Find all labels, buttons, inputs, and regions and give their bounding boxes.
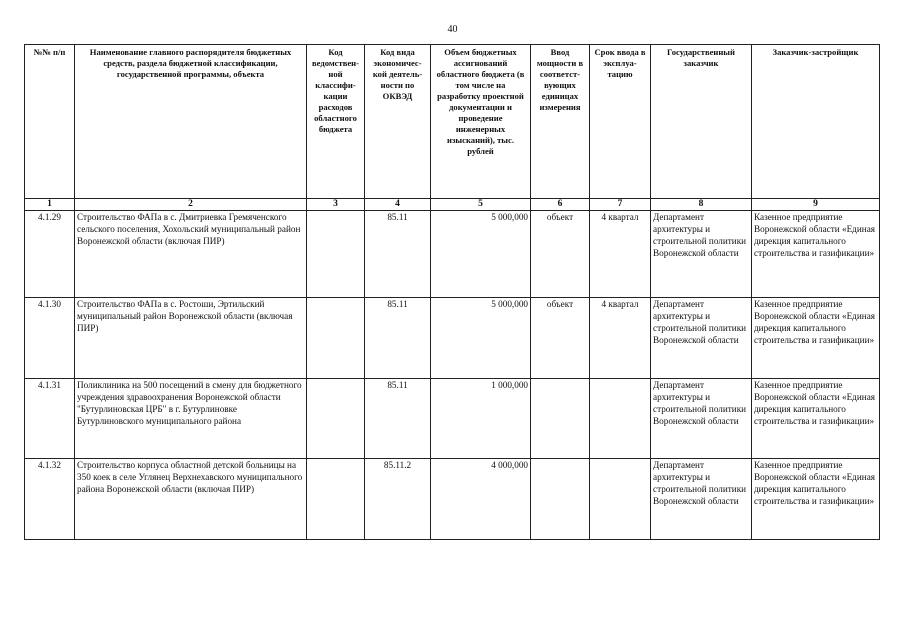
header-num: №№ п/п: [25, 45, 75, 199]
okved-code: 85.11: [365, 379, 431, 459]
capacity-unit: объект: [531, 211, 590, 298]
column-number: 8: [651, 199, 752, 211]
column-number: 3: [307, 199, 365, 211]
commission-term: [590, 459, 651, 540]
capacity-unit: объект: [531, 298, 590, 379]
customer-developer: Казенное предприятие Воронежской области «Единая дирекция капитального строительства и газификации»: [752, 298, 880, 379]
budget-amount: 5 000,000: [431, 298, 531, 379]
budget-amount: 4 000,000: [431, 459, 531, 540]
table-row: [25, 459, 880, 540]
header-name: Наименование главного распорядителя бюджетных средств, раздела бюджетной классификации, государственной программы, объекта: [75, 45, 307, 199]
customer-developer: Казенное предприятие Воронежской области «Единая дирекция капитального строительства и газификации»: [752, 211, 880, 298]
customer-developer: Казенное предприятие Воронежской области «Единая дирекция капитального строительства и газификации»: [752, 459, 880, 540]
state-customer: Департамент архитектуры и строительной политики Воронежской области: [651, 211, 752, 298]
okved-code: 85.11: [365, 298, 431, 379]
column-number: 7: [590, 199, 651, 211]
header-row: [25, 45, 880, 199]
object-name: Поликлиника на 500 посещений в смену для бюджетного учреждения здравоохранения Воронежской области "Бутурлиновская ЦРБ" в г. Бутурлиновке Бутурлиновского муниципального района: [75, 379, 307, 459]
row-number: 4.1.30: [25, 298, 75, 379]
column-number: 5: [431, 199, 531, 211]
page-number: 40: [447, 24, 458, 35]
object-name: Строительство корпуса областной детской больницы на 350 коек в селе Углянец Верхнехавского муниципального района Воронежской области (включая ПИР): [75, 459, 307, 540]
table-row: [25, 379, 880, 459]
row-number: 4.1.32: [25, 459, 75, 540]
okved-code: 85.11: [365, 211, 431, 298]
header-customer: Государственный заказчик: [651, 45, 752, 199]
okved-code: 85.11.2: [365, 459, 431, 540]
column-number: 9: [752, 199, 880, 211]
column-number: 1: [25, 199, 75, 211]
commission-term: [590, 379, 651, 459]
dept-code: [307, 211, 365, 298]
budget-table: [24, 44, 880, 540]
table-row: [25, 211, 880, 298]
column-number: 6: [531, 199, 590, 211]
header-amount: Объем бюджетных ассигнований областного бюджета (в том числе на разработку проектной документации и проведение инженерных изысканий), тыс. рублей: [431, 45, 531, 199]
column-number: 2: [75, 199, 307, 211]
capacity-unit: [531, 379, 590, 459]
object-name: Строительство ФАПа в с. Ростоши, Эртильский муниципальный район Воронежской области (включая ПИР): [75, 298, 307, 379]
budget-amount: 5 000,000: [431, 211, 531, 298]
dept-code: [307, 298, 365, 379]
state-customer: Департамент архитектуры и строительной политики Воронежской области: [651, 459, 752, 540]
budget-amount: 1 000,000: [431, 379, 531, 459]
table-row: [25, 298, 880, 379]
capacity-unit: [531, 459, 590, 540]
column-number: 4: [365, 199, 431, 211]
dept-code: [307, 459, 365, 540]
object-name: Строительство ФАПа в с. Дмитриевка Гремяченского сельского поселения, Хохольский муниципальный район Воронежской области (включая ПИР): [75, 211, 307, 298]
header-okved: Код вида экономичес-кой деятель-ности по ОКВЭД: [365, 45, 431, 199]
row-number: 4.1.29: [25, 211, 75, 298]
column-number-row: [25, 199, 880, 211]
dept-code: [307, 379, 365, 459]
header-term: Срок ввода в эксплуа-тацию: [590, 45, 651, 199]
header-dept-code: Код ведомствен-ной классифи-кации расходов областного бюджета: [307, 45, 365, 199]
customer-developer: Казенное предприятие Воронежской области «Единая дирекция капитального строительства и газификации»: [752, 379, 880, 459]
header-developer: Заказчик-застройщик: [752, 45, 880, 199]
commission-term: 4 квартал: [590, 298, 651, 379]
state-customer: Департамент архитектуры и строительной политики Воронежской области: [651, 379, 752, 459]
header-capacity: Ввод мощности в соответст-вующих единицах измерения: [531, 45, 590, 199]
commission-term: 4 квартал: [590, 211, 651, 298]
row-number: 4.1.31: [25, 379, 75, 459]
state-customer: Департамент архитектуры и строительной политики Воронежской области: [651, 298, 752, 379]
